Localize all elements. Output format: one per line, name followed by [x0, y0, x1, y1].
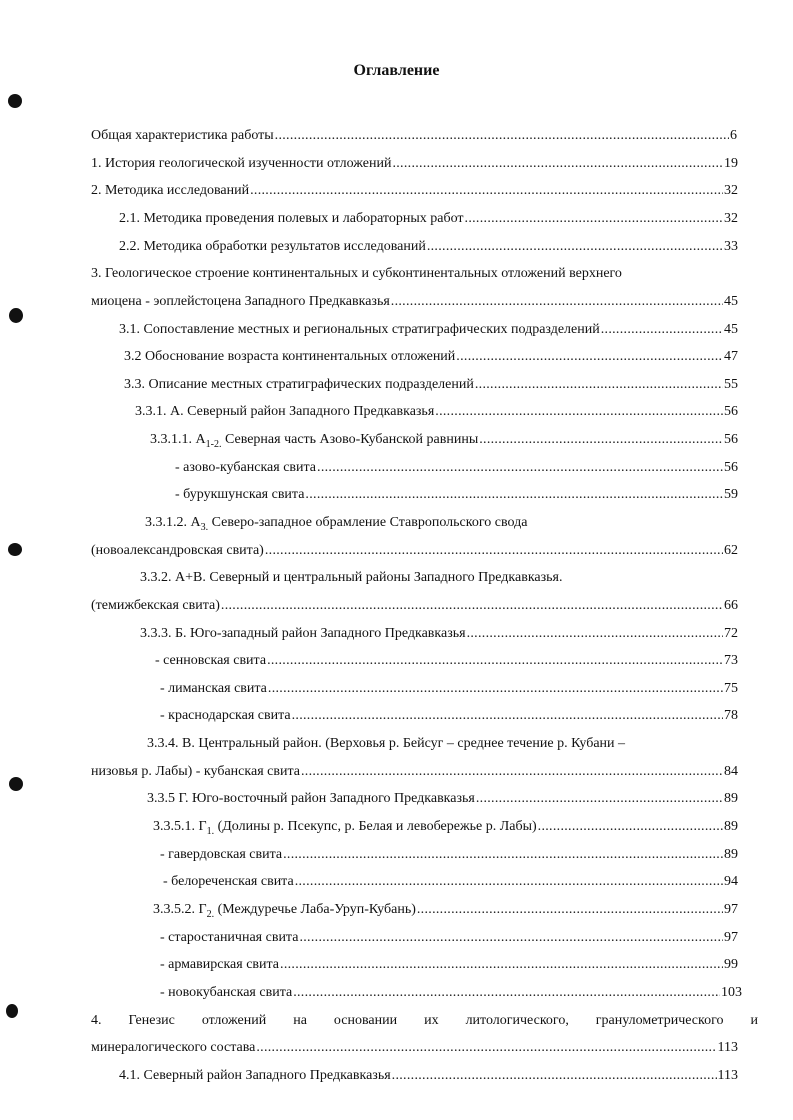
toc-entry: 4.1. Северный район Западного Предкавказья . . . 113 — [119, 1066, 738, 1086]
toc-entry: 3.3. Описание местных стратиграфических подразделений . . . 55 — [124, 375, 738, 395]
toc-entry: 3.3.4. В. Центральный район. (Верховья р. Бейсуг – среднее течение р. Кубани – — [147, 736, 626, 751]
toc-entry-justified — [91, 1011, 758, 1031]
toc-entry — [91, 1011, 758, 1031]
toc-entry: 3.3.1.2. $А_{3.}$ Северо-западное обрамление Ставропольского свода — [145, 515, 528, 533]
toc-entry: 3.3.5 Г. Юго-восточный район Западного Предкавказья . . . 89 — [147, 789, 738, 809]
word: Генезис — [128, 1013, 175, 1028]
toc-entry: - новокубанская свита . . . 103 — [160, 983, 742, 1003]
toc-entry: - сенновская свита . . . 73 — [155, 651, 738, 671]
word: литологического, — [465, 1013, 569, 1028]
punch-hole-mark — [6, 1004, 18, 1018]
punch-hole-mark — [8, 94, 22, 108]
toc-entry: 2. Методика исследований . . . 32 — [91, 181, 738, 201]
page-title: Оглавление — [353, 62, 440, 79]
toc-entry: 3.3.1.1. $А_{1-2.}$ Северная часть Азово-Кубанской равнины . . . 56 — [150, 430, 738, 450]
toc-entry: 3.2 Обоснование возраста континентальных отложений . . . 47 — [124, 347, 738, 367]
toc-entry: низовья р. Лабы) - кубанская свита . . . 84 — [91, 762, 738, 782]
punch-hole-mark — [9, 777, 23, 791]
toc-entry: 2.1. Методика проведения полевых и лабораторных работ . . . 32 — [119, 209, 738, 229]
word: их — [424, 1013, 439, 1028]
word: 4. — [91, 1013, 102, 1028]
toc-entry: - белореченская свита . . . 94 — [163, 872, 738, 892]
toc-entry: минералогического состава . . . 113 — [91, 1038, 738, 1058]
toc-entry: 3.3.3. Б. Юго-западный район Западного Предкавказья . . . 72 — [140, 624, 738, 644]
word: отложений — [201, 1013, 267, 1028]
toc-entry: - гавердовская свита . . . 89 — [160, 845, 738, 865]
toc-entry: 3.3.2. А+В. Северный и центральный районы Западного Предкавказья. — [140, 570, 563, 585]
toc-entry: 2.2. Методика обработки результатов исследований . . . 33 — [119, 237, 738, 257]
word: и — [750, 1013, 758, 1028]
punch-hole-mark — [8, 543, 22, 556]
toc-entry: 3.1. Сопоставление местных и региональных стратиграфических подразделений . . . 45 — [119, 320, 738, 340]
toc-entry: 1. История геологической изученности отложений . . . 19 — [91, 154, 738, 174]
toc-entry: - азово-кубанская свита . . . 56 — [175, 458, 738, 478]
toc-entry: - старостаничная свита . . . 97 — [160, 928, 738, 948]
toc-entry: миоцена - эоплейстоцена Западного Предкавказья . . . 45 — [91, 292, 738, 312]
toc-entry: - бурукшунская свита . . . 59 — [175, 485, 738, 505]
punch-hole-mark — [9, 308, 23, 323]
word: гранулометрического — [595, 1013, 724, 1028]
toc-entry: (темижбекская свита) . . . 66 — [91, 596, 738, 616]
toc-entry: 3.3.1. А. Северный район Западного Предкавказья . . . 56 — [135, 402, 738, 422]
toc-entry: Общая характеристика работы . . . 6 — [91, 126, 737, 146]
toc-entry: 3. Геологическое строение континентальных и субконтинентальных отложений верхнего — [91, 266, 622, 281]
toc-entry: - лиманская свита . . . 75 — [160, 679, 738, 699]
word: на — [293, 1013, 307, 1028]
toc-entry: 3.3.5.2. $Г_{2.}$ (Междуречье Лаба-Уруп-Кубань) . . . 97 — [153, 900, 738, 920]
toc-entry: (новоалександровская свита) . . . 62 — [91, 541, 738, 561]
toc-entry: - армавирская свита . . . 99 — [160, 955, 738, 975]
toc-entry: - краснодарская свита . . . 78 — [160, 706, 738, 726]
toc-entry: 3.3.5.1. $Г_{1.}$ (Долины р. Псекупс, р. Белая и левобережье р. Лабы) . . . 89 — [153, 817, 738, 837]
word: основании — [333, 1013, 398, 1028]
